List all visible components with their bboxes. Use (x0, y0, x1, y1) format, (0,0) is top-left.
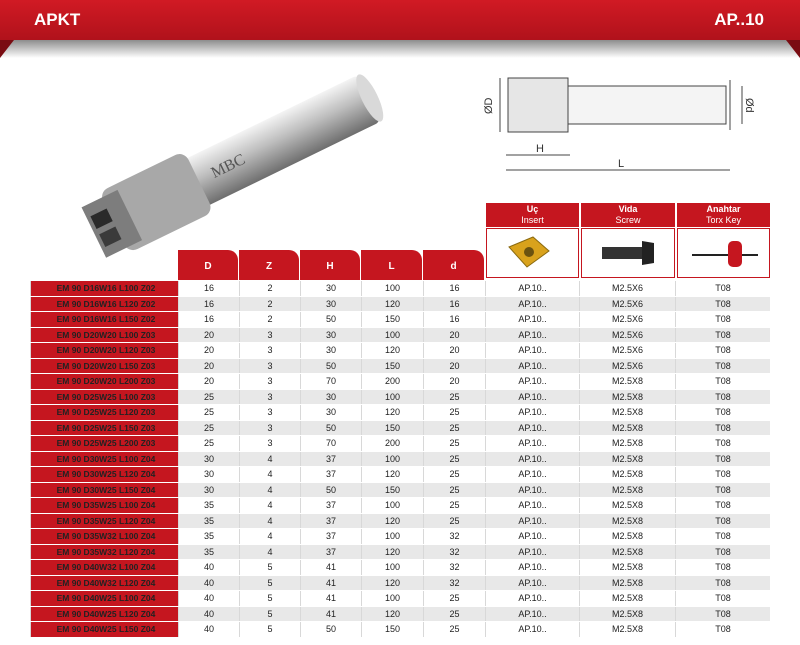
length-H: 30 (300, 343, 361, 358)
screw-code: M2.5X8 (579, 405, 675, 420)
key-subtitle: Torx Key (705, 215, 741, 225)
screw-code: M2.5X6 (579, 328, 675, 343)
screw-code: M2.5X8 (579, 374, 675, 389)
diameter-D: 30 (178, 467, 239, 482)
drawing-label-H: H (536, 143, 544, 155)
insert-code: AP.10.. (485, 374, 579, 389)
product-code: EM 90 D30W25 L150 Z04 (30, 483, 178, 498)
diameter-D: 40 (178, 560, 239, 575)
length-L: 100 (361, 591, 423, 606)
screw-code: M2.5X8 (579, 452, 675, 467)
screw-code: M2.5X8 (579, 622, 675, 637)
shank-d: 25 (423, 498, 485, 513)
length-H: 30 (300, 390, 361, 405)
flutes-Z: 3 (239, 436, 300, 451)
diameter-D: 30 (178, 452, 239, 467)
table-row (30, 514, 770, 530)
table-row (30, 545, 770, 561)
flutes-Z: 2 (239, 281, 300, 296)
shank-d: 20 (423, 328, 485, 343)
diameter-D: 20 (178, 374, 239, 389)
screw-code: M2.5X8 (579, 545, 675, 560)
key-code: T08 (675, 390, 770, 405)
flutes-Z: 5 (239, 622, 300, 637)
shank-d: 20 (423, 343, 485, 358)
screw-code: M2.5X8 (579, 591, 675, 606)
table-row (30, 374, 770, 390)
insert-icon (487, 229, 578, 277)
flutes-Z: 4 (239, 483, 300, 498)
shank-d: 25 (423, 390, 485, 405)
screw-code: M2.5X8 (579, 514, 675, 529)
key-title: Anahtar (706, 204, 741, 214)
key-code: T08 (675, 405, 770, 420)
header-fold-left (0, 40, 14, 58)
length-L: 150 (361, 421, 423, 436)
insert-code: AP.10.. (485, 576, 579, 591)
drawing-label-D: ØD (483, 97, 495, 114)
diameter-D: 40 (178, 591, 239, 606)
product-code: EM 90 D40W25 L100 Z04 (30, 591, 178, 606)
accessory-head-screw (581, 203, 675, 227)
flutes-Z: 3 (239, 421, 300, 436)
length-L: 120 (361, 576, 423, 591)
shank-d: 25 (423, 514, 485, 529)
diameter-D: 35 (178, 498, 239, 513)
length-L: 100 (361, 452, 423, 467)
screw-code: M2.5X6 (579, 281, 675, 296)
diameter-D: 40 (178, 622, 239, 637)
key-code: T08 (675, 498, 770, 513)
length-L: 120 (361, 467, 423, 482)
shank-d: 25 (423, 421, 485, 436)
diameter-D: 25 (178, 421, 239, 436)
shank-d: 25 (423, 436, 485, 451)
length-L: 100 (361, 529, 423, 544)
length-L: 100 (361, 498, 423, 513)
insert-code: AP.10.. (485, 498, 579, 513)
diameter-D: 35 (178, 529, 239, 544)
diameter-D: 35 (178, 514, 239, 529)
product-code: EM 90 D25W25 L150 Z03 (30, 421, 178, 436)
length-H: 37 (300, 452, 361, 467)
table-row (30, 297, 770, 313)
flutes-Z: 4 (239, 452, 300, 467)
length-H: 30 (300, 405, 361, 420)
table-row (30, 591, 770, 607)
product-code: EM 90 D25W25 L200 Z03 (30, 436, 178, 451)
table-row (30, 359, 770, 375)
key-code: T08 (675, 436, 770, 451)
length-H: 37 (300, 529, 361, 544)
table-row (30, 529, 770, 545)
shank-d: 20 (423, 374, 485, 389)
table-row (30, 576, 770, 592)
length-H: 37 (300, 514, 361, 529)
header-shadow (0, 40, 800, 58)
column-header-d: d (423, 250, 484, 280)
length-L: 100 (361, 281, 423, 296)
flutes-Z: 3 (239, 390, 300, 405)
shank-d: 16 (423, 297, 485, 312)
shank-d: 25 (423, 452, 485, 467)
table-row (30, 622, 770, 638)
header-bar (0, 0, 800, 40)
key-code: T08 (675, 452, 770, 467)
key-code: T08 (675, 607, 770, 622)
shank-d: 25 (423, 483, 485, 498)
insert-code: AP.10.. (485, 405, 579, 420)
table-row (30, 560, 770, 576)
key-code: T08 (675, 421, 770, 436)
length-H: 50 (300, 312, 361, 327)
flutes-Z: 5 (239, 591, 300, 606)
length-L: 120 (361, 405, 423, 420)
key-code: T08 (675, 545, 770, 560)
shank-d: 25 (423, 405, 485, 420)
end-mill-photo (60, 70, 400, 260)
screw-code: M2.5X8 (579, 436, 675, 451)
column-header-H: H (300, 250, 360, 280)
diameter-D: 20 (178, 328, 239, 343)
insert-code: AP.10.. (485, 436, 579, 451)
insert-code: AP.10.. (485, 421, 579, 436)
product-code: EM 90 D20W20 L100 Z03 (30, 328, 178, 343)
diameter-D: 40 (178, 607, 239, 622)
insert-code: AP.10.. (485, 281, 579, 296)
shank-d: 25 (423, 467, 485, 482)
table-row (30, 607, 770, 623)
header-fold-right (786, 40, 800, 58)
key-image-cell (677, 228, 770, 278)
screw-code: M2.5X6 (579, 312, 675, 327)
shank-d: 32 (423, 545, 485, 560)
flutes-Z: 4 (239, 498, 300, 513)
shank-d: 25 (423, 622, 485, 637)
product-code: EM 90 D35W32 L120 Z04 (30, 545, 178, 560)
length-H: 30 (300, 281, 361, 296)
insert-code: AP.10.. (485, 297, 579, 312)
flutes-Z: 2 (239, 312, 300, 327)
length-L: 120 (361, 514, 423, 529)
flutes-Z: 3 (239, 328, 300, 343)
shank-d: 16 (423, 312, 485, 327)
length-L: 120 (361, 545, 423, 560)
insert-code: AP.10.. (485, 560, 579, 575)
product-code: EM 90 D20W20 L150 Z03 (30, 359, 178, 374)
key-code: T08 (675, 576, 770, 591)
screw-title: Vida (618, 204, 638, 214)
key-code: T08 (675, 374, 770, 389)
insert-code: AP.10.. (485, 607, 579, 622)
flutes-Z: 5 (239, 560, 300, 575)
product-code: EM 90 D35W32 L100 Z04 (30, 529, 178, 544)
length-L: 150 (361, 312, 423, 327)
insert-code: AP.10.. (485, 514, 579, 529)
product-code: EM 90 D25W25 L100 Z03 (30, 390, 178, 405)
length-L: 150 (361, 622, 423, 637)
screw-code: M2.5X8 (579, 529, 675, 544)
length-H: 37 (300, 498, 361, 513)
insert-code: AP.10.. (485, 359, 579, 374)
table-row (30, 421, 770, 437)
flutes-Z: 3 (239, 405, 300, 420)
key-code: T08 (675, 359, 770, 374)
product-code: EM 90 D40W32 L100 Z04 (30, 560, 178, 575)
screw-subtitle: Screw (615, 215, 641, 225)
length-H: 50 (300, 421, 361, 436)
length-L: 100 (361, 390, 423, 405)
table-row (30, 343, 770, 359)
screw-code: M2.5X8 (579, 498, 675, 513)
diameter-D: 35 (178, 545, 239, 560)
shank-d: 32 (423, 560, 485, 575)
length-H: 70 (300, 374, 361, 389)
diameter-D: 16 (178, 312, 239, 327)
insert-subtitle: Insert (521, 215, 544, 225)
length-H: 50 (300, 359, 361, 374)
flutes-Z: 3 (239, 374, 300, 389)
key-code: T08 (675, 281, 770, 296)
screw-code: M2.5X8 (579, 390, 675, 405)
length-H: 50 (300, 622, 361, 637)
flutes-Z: 5 (239, 607, 300, 622)
key-code: T08 (675, 529, 770, 544)
key-code: T08 (675, 483, 770, 498)
flutes-Z: 4 (239, 545, 300, 560)
table-row (30, 467, 770, 483)
page-title: APKT (34, 10, 81, 29)
length-L: 100 (361, 560, 423, 575)
screw-code: M2.5X8 (579, 607, 675, 622)
insert-code: AP.10.. (485, 483, 579, 498)
series-title: AP..10 (714, 10, 764, 29)
product-code: EM 90 D30W25 L120 Z04 (30, 467, 178, 482)
insert-title: Uç (526, 204, 539, 214)
insert-code: AP.10.. (485, 622, 579, 637)
length-L: 150 (361, 359, 423, 374)
flutes-Z: 4 (239, 529, 300, 544)
flutes-Z: 2 (239, 297, 300, 312)
product-code: EM 90 D20W20 L200 Z03 (30, 374, 178, 389)
length-H: 41 (300, 576, 361, 591)
length-H: 70 (300, 436, 361, 451)
drawing-label-L: L (618, 158, 625, 170)
screw-code: M2.5X8 (579, 421, 675, 436)
product-code: EM 90 D20W20 L120 Z03 (30, 343, 178, 358)
column-header-Z: Z (239, 250, 299, 280)
key-code: T08 (675, 343, 770, 358)
accessory-head-key (677, 203, 770, 227)
product-code: EM 90 D35W25 L100 Z04 (30, 498, 178, 513)
length-H: 37 (300, 467, 361, 482)
shank-d: 25 (423, 591, 485, 606)
table-row (30, 281, 770, 297)
table-row (30, 390, 770, 406)
table-row (30, 498, 770, 514)
diameter-D: 25 (178, 436, 239, 451)
insert-code: AP.10.. (485, 312, 579, 327)
insert-code: AP.10.. (485, 452, 579, 467)
key-code: T08 (675, 622, 770, 637)
length-H: 50 (300, 483, 361, 498)
table-row (30, 483, 770, 499)
length-L: 200 (361, 436, 423, 451)
flutes-Z: 3 (239, 359, 300, 374)
length-H: 41 (300, 591, 361, 606)
length-L: 120 (361, 343, 423, 358)
table-row (30, 436, 770, 452)
shank-d: 20 (423, 359, 485, 374)
flutes-Z: 3 (239, 343, 300, 358)
column-header-L: L (361, 250, 422, 280)
diameter-D: 30 (178, 483, 239, 498)
diameter-D: 20 (178, 343, 239, 358)
shank-d: 16 (423, 281, 485, 296)
key-code: T08 (675, 467, 770, 482)
photo-engraving: MBC (208, 150, 248, 182)
diameter-D: 16 (178, 281, 239, 296)
product-code: EM 90 D35W25 L120 Z04 (30, 514, 178, 529)
product-code: EM 90 D40W25 L120 Z04 (30, 607, 178, 622)
product-code: EM 90 D16W16 L120 Z02 (30, 297, 178, 312)
flutes-Z: 5 (239, 576, 300, 591)
torx-key-icon (678, 229, 769, 277)
key-code: T08 (675, 312, 770, 327)
product-code: EM 90 D40W25 L150 Z04 (30, 622, 178, 637)
key-code: T08 (675, 591, 770, 606)
length-H: 41 (300, 560, 361, 575)
length-L: 200 (361, 374, 423, 389)
shank-d: 32 (423, 529, 485, 544)
length-L: 120 (361, 607, 423, 622)
product-code: EM 90 D25W25 L120 Z03 (30, 405, 178, 420)
shank-d: 25 (423, 607, 485, 622)
shank-d: 32 (423, 576, 485, 591)
table-row (30, 328, 770, 344)
table-row (30, 405, 770, 421)
dimension-drawing (470, 60, 780, 180)
drawing-label-d: Ød (743, 98, 755, 113)
length-H: 30 (300, 328, 361, 343)
diameter-D: 25 (178, 405, 239, 420)
insert-code: AP.10.. (485, 545, 579, 560)
product-code: EM 90 D16W16 L150 Z02 (30, 312, 178, 327)
insert-code: AP.10.. (485, 467, 579, 482)
insert-code: AP.10.. (485, 591, 579, 606)
length-L: 150 (361, 483, 423, 498)
screw-code: M2.5X8 (579, 560, 675, 575)
flutes-Z: 4 (239, 514, 300, 529)
insert-code: AP.10.. (485, 343, 579, 358)
screw-code: M2.5X6 (579, 297, 675, 312)
diameter-D: 20 (178, 359, 239, 374)
flutes-Z: 4 (239, 467, 300, 482)
diameter-D: 40 (178, 576, 239, 591)
table-row (30, 452, 770, 468)
column-header-D: D (178, 250, 238, 280)
screw-image-cell (581, 228, 675, 278)
product-code: EM 90 D40W32 L120 Z04 (30, 576, 178, 591)
screw-code: M2.5X8 (579, 483, 675, 498)
insert-image-cell (486, 228, 579, 278)
diameter-D: 16 (178, 297, 239, 312)
product-code: EM 90 D16W16 L100 Z02 (30, 281, 178, 296)
product-table (30, 281, 770, 638)
insert-code: AP.10.. (485, 390, 579, 405)
product-code: EM 90 D30W25 L100 Z04 (30, 452, 178, 467)
length-L: 120 (361, 297, 423, 312)
screw-icon (582, 229, 674, 277)
key-code: T08 (675, 328, 770, 343)
screw-code: M2.5X6 (579, 343, 675, 358)
length-L: 100 (361, 328, 423, 343)
length-H: 41 (300, 607, 361, 622)
key-code: T08 (675, 514, 770, 529)
key-code: T08 (675, 297, 770, 312)
screw-code: M2.5X6 (579, 359, 675, 374)
key-code: T08 (675, 560, 770, 575)
length-H: 30 (300, 297, 361, 312)
accessory-head-insert (486, 203, 579, 227)
insert-code: AP.10.. (485, 529, 579, 544)
screw-code: M2.5X8 (579, 576, 675, 591)
insert-code: AP.10.. (485, 328, 579, 343)
table-row (30, 312, 770, 328)
length-H: 37 (300, 545, 361, 560)
diameter-D: 25 (178, 390, 239, 405)
screw-code: M2.5X8 (579, 467, 675, 482)
